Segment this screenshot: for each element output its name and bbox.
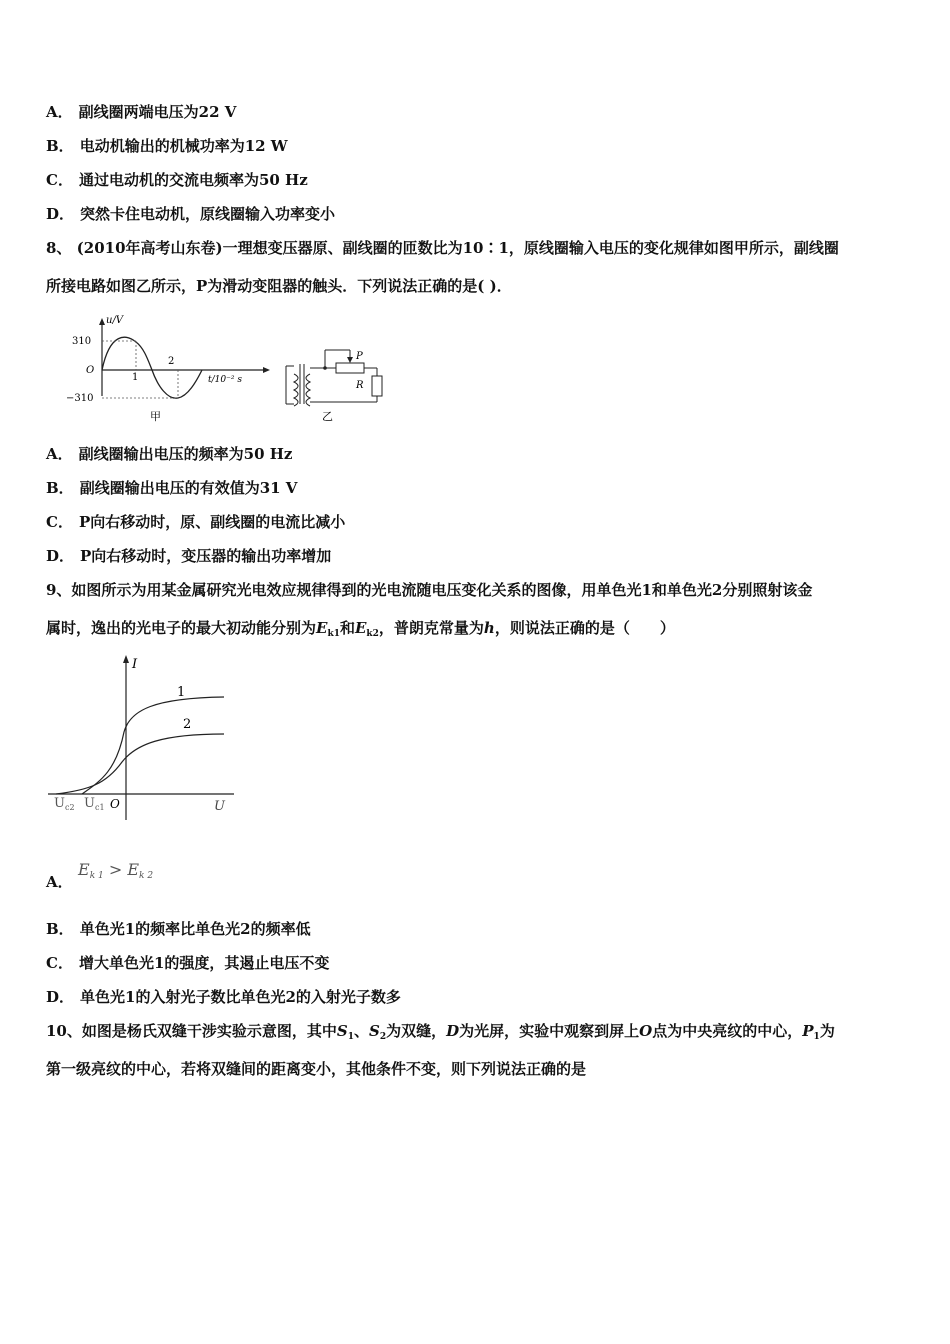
q9-x-label: U [214, 799, 225, 814]
q7-option-d: D． 突然卡住电动机，原线圈输入功率变小 [46, 205, 336, 223]
q9-curve-2 [56, 734, 224, 794]
q8-p-label: P [356, 351, 363, 362]
q9-y-label: I [132, 657, 138, 672]
q10-stem-line2: 第一级亮纹的中心，若将双缝间的距离变小，其他条件不变，则下列说法正确的是 [46, 1060, 587, 1078]
q8-tick1: 1 [132, 372, 139, 383]
q8-x-arrow [263, 367, 270, 373]
q9-figure [44, 652, 244, 824]
q8-ymin-label: −310 [66, 393, 94, 404]
q9-option-d: D． 单色光1的入射光子数比单色光2的入射光子数多 [46, 988, 401, 1006]
q9-stem-line2: 属时，逸出的光电子的最大初动能分别为$E_{k1}$和$E_{k2}$，普朗克常量为h，则说法正确的是（ ） [46, 619, 675, 639]
q8-stem-line1: 8、 (2010年高考山东卷)一理想变压器原、副线圈的匝数比为10∶1，原线圈输入电压的变化规律如图甲所示，副线圈 [46, 239, 839, 257]
q9-option-c: C． 增大单色光1的强度，其遏止电压不变 [46, 954, 330, 972]
q8-y-arrow [99, 318, 105, 325]
q9-option-a-formula: $E_{k 1} > E_{k 2}$ [78, 860, 154, 881]
q8-ymax-label: 310 [72, 336, 92, 347]
q8-option-b: B． 副线圈输出电压的有效值为31 V [46, 479, 298, 497]
q8-sine-curve [102, 337, 202, 398]
q8-tick2: 2 [168, 356, 175, 367]
q7-option-b: B． 电动机输出的机械功率为12 W [46, 137, 288, 155]
q8-option-c: C． P向右移动时，原、副线圈的电流比减小 [46, 513, 346, 531]
q8-r-label: R [356, 380, 364, 391]
q8-figure [60, 312, 400, 427]
q9-curve2-label: 2 [183, 717, 192, 732]
q9-option-b: B． 单色光1的频率比单色光2的频率低 [46, 920, 311, 938]
q8-caption-left: 甲 [150, 410, 161, 423]
q9-origin-label: O [110, 797, 120, 811]
q9-option-a: A． [46, 873, 73, 891]
q9-uc2-label: $U_{c2}$ [54, 796, 75, 812]
q9-uc1-label: $U_{c1}$ [84, 796, 105, 812]
q8-x-label: t/10⁻² s [208, 375, 242, 385]
q8-caption-right: 乙 [322, 410, 333, 423]
q8-origin-label: O [86, 365, 95, 376]
q8-option-d: D． P向右移动时，变压器的输出功率增加 [46, 547, 332, 565]
q8-stem-line2: 所接电路如图乙所示，P为滑动变阻器的触头．下列说法正确的是( )． [46, 277, 512, 295]
q9-curve1-label: 1 [177, 685, 186, 700]
q9-curve-1 [82, 697, 224, 794]
q8-option-a: A． 副线圈输出电压的频率为50 Hz [46, 445, 293, 463]
q7-option-a: A． 副线圈两端电压为22 V [46, 103, 237, 121]
q8-y-label: u/V [106, 315, 124, 326]
q9-y-arrow [123, 655, 129, 663]
q7-option-c: C． 通过电动机的交流电频率为50 Hz [46, 171, 308, 189]
q10-stem-line1: 10、如图是杨氏双缝干涉实验示意图，其中$S_1$、$S_2$为双缝，D为光屏，实验中观察到屏上O点为中央亮纹的中心，$P_1$为 [46, 1022, 835, 1042]
q9-stem-line1: 9、如图所示为用某金属研究光电效应规律得到的光电流随电压变化关系的图像，用单色光1和单色光2分别照射该金 [46, 581, 813, 599]
q8-transformer-circuit [286, 350, 382, 406]
